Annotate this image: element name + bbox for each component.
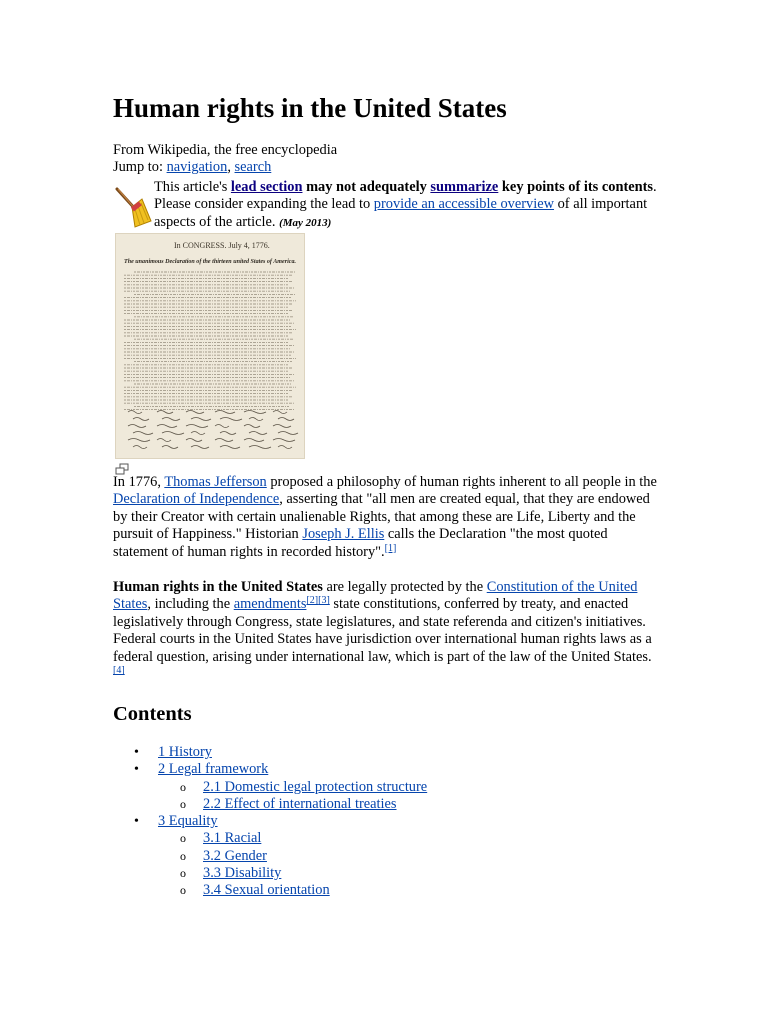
toc-link[interactable]: 3 Equality [158,813,218,830]
notice-text-5: of all important aspects of the article. [154,196,648,230]
declaration-caption-text: The unanimous Declaration of the thirteen united States of America. [124,258,297,265]
broom-icon [113,185,153,229]
toc-link[interactable]: 2.2 Effect of international treaties [203,795,397,812]
circle-bullet-icon: o [180,866,186,881]
contents-heading: Contents [113,703,192,725]
toc-item [113,796,658,813]
page-title: Human rights in the United States [113,93,507,123]
reference-2-link[interactable]: [2] [306,595,319,607]
declaration-header-text: In CONGRESS. July 4, 1776. [174,241,270,250]
circle-bullet-icon: o [180,831,186,846]
reference-1-link[interactable]: [1] [384,542,397,554]
para1-text-2: proposed a philosophy of human rights inherent to all people in the [266,474,657,490]
toc-item [113,813,658,830]
toc-link[interactable]: 3.3 Disability [203,865,282,882]
para2-text-1: are legally protected by the [322,579,487,595]
toc-item [113,744,658,761]
circle-bullet-icon: o [180,779,186,794]
toc-item [113,779,658,796]
toc-link[interactable]: 3.2 Gender [203,847,267,864]
accessible-overview-link[interactable]: provide an accessible overview [373,196,555,213]
declaration-image[interactable] [115,233,305,459]
notice-text-1: This article's [154,179,231,195]
bullet-icon: • [134,745,139,760]
toc-item [113,830,658,847]
notice-date: (May 2013) [279,216,332,229]
thomas-jefferson-link[interactable]: Thomas Jefferson [164,474,267,490]
notice-text-2: may not adequately [302,179,431,195]
circle-bullet-icon: o [180,796,186,811]
jump-separator: , [227,159,235,175]
bullet-icon: • [134,814,139,830]
toc-link[interactable]: 3.1 Racial [203,830,262,847]
jump-prefix: Jump to: [113,159,167,175]
notice-text [154,179,658,232]
amendments-link[interactable]: amendments [233,596,307,613]
constitution-link[interactable]: Constitution of the United States [113,579,638,613]
joseph-ellis-link[interactable]: Joseph J. Ellis [302,526,385,543]
para1-text-3: , asserting that "all men are created equal, that they are endowed by their Creator with certain unalienable Rights, that among these are Life, Liberty and the pursuit of Happiness." Historian [113,491,650,543]
intro-paragraph-2 [113,579,658,683]
para2-text-2: , including the [147,596,234,613]
reference-4-link[interactable]: [4] [113,665,125,677]
declaration-document-graphic [116,234,304,458]
toc-item [113,761,658,778]
toc-link[interactable]: 2 Legal framework [158,761,269,778]
declaration-of-independence-link[interactable]: Declaration of Independence [113,491,280,508]
bullet-icon: • [134,762,139,778]
para2-bold-term: Human rights in the United States [113,579,323,595]
para1-text-4: calls the Declaration "the most quoted statement of human rights in recorded history". [113,526,608,560]
circle-bullet-icon: o [180,883,186,898]
reference-3-link[interactable]: [3] [318,595,330,607]
toc-link[interactable]: 2.1 Domestic legal protection structure [203,778,428,795]
jump-links [113,159,271,176]
toc-item [113,848,658,865]
site-subtitle: From Wikipedia, the free encyclopedia [113,142,338,158]
toc-link[interactable]: 3.4 Sexual orientation [203,882,330,899]
summarize-link[interactable]: summarize [430,179,499,195]
toc-link[interactable]: 1 History [158,744,212,760]
intro-paragraph-1 [113,474,658,561]
notice-text-3: key points of its contents [498,179,654,195]
para1-text-1: In 1776, [113,474,165,490]
search-link[interactable]: search [234,159,272,175]
toc-item [113,865,658,882]
table-of-contents [113,744,658,900]
lead-section-link[interactable]: lead section [230,179,303,195]
toc-item [113,882,658,899]
para2-text-3: state constitutions, conferred by treaty, and enacted legislatively through Congress, state legislatures, and state referenda and citizen's initiatives. Federal courts in the United States have jurisdiction over international human rights laws as a federal question, arising under international law, which is part of the law of the United States. [113,596,652,665]
navigation-link[interactable]: navigation [166,159,228,175]
circle-bullet-icon: o [180,848,186,863]
notice-text-4: . Please consider expanding the lead to [154,179,657,213]
